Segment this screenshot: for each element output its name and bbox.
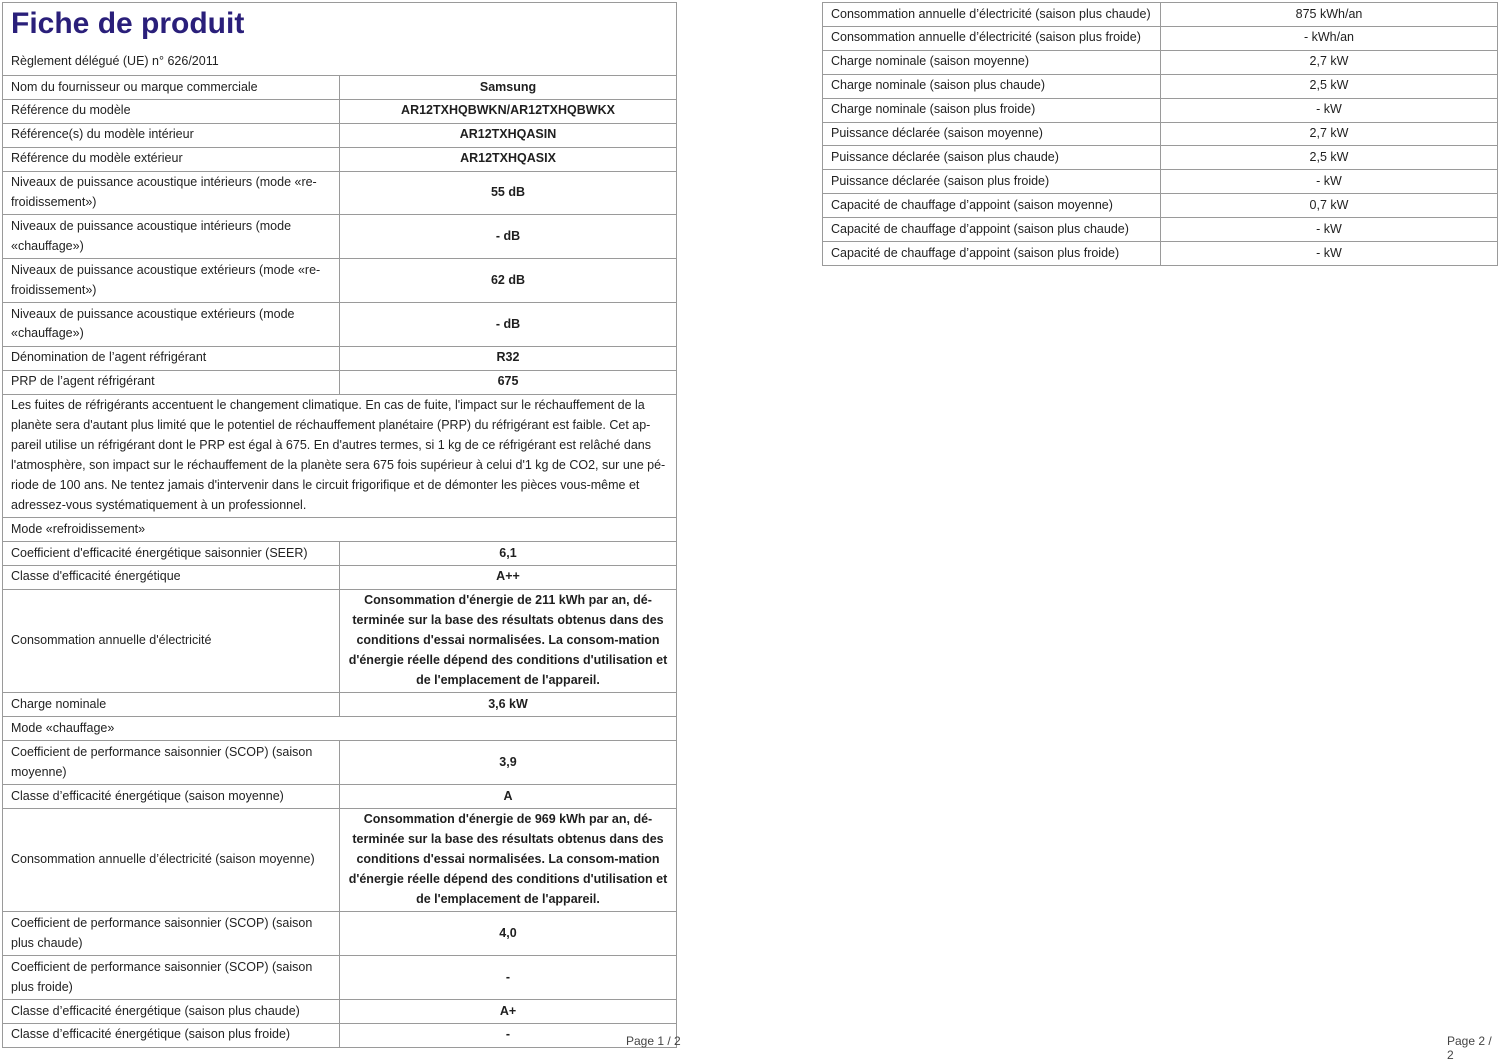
table-row (3, 589, 677, 693)
table-row (3, 565, 677, 589)
row-label: Coefficient de performance saisonnier (SCOP) (saison plus froide) (3, 956, 340, 1000)
row-value: A (340, 785, 677, 809)
row-value: AR12TXHQASIN (340, 123, 677, 147)
table-row (3, 303, 677, 347)
row-value: AR12TXHQASIX (340, 147, 677, 171)
table-row (3, 215, 677, 259)
page-number-1: Page 1 / 2 (626, 1034, 681, 1048)
table-row (3, 123, 677, 147)
row-label: Consommation annuelle d’électricité (saison plus froide) (823, 26, 1161, 50)
row-label: Niveaux de puissance acoustique intérieurs (mode «chauffage») (3, 215, 340, 259)
row-value: 55 dB (340, 171, 677, 215)
table-row (823, 242, 1498, 266)
row-label: Coefficient de performance saisonnier (SCOP) (saison plus chaude) (3, 912, 340, 956)
row-label: Nom du fournisseur ou marque commerciale (3, 76, 340, 100)
row-value: 2,7 kW (1161, 50, 1498, 74)
row-label: Charge nominale (saison plus froide) (823, 98, 1161, 122)
table-row (3, 99, 677, 123)
row-value: 2,5 kW (1161, 74, 1498, 98)
table-row (3, 76, 677, 100)
row-label: Charge nominale (saison moyenne) (823, 50, 1161, 74)
page-title: Fiche de produit (11, 7, 245, 40)
title-row (3, 3, 677, 76)
row-value: - kW (1161, 218, 1498, 242)
table-row (3, 542, 677, 566)
row-label: Charge nominale (3, 693, 340, 717)
table-row (823, 194, 1498, 218)
row-label: Charge nominale (saison plus chaude) (823, 74, 1161, 98)
table-row (823, 122, 1498, 146)
refrigerant-notice: Les fuites de réfrigérants accentuent le changement climatique. En cas de fuite, l'impact sur le réchauffement de la planète sera d'autant plus limité que le potentiel de réchauffement planétaire (PRP) du réfrigérant est faible. Cet ap-pareil utilise un réfrigérant dont le PRP est égal à 675. En d'autres termes, si 1 kg de ce réfrigérant est relâché dans l'atmosphère, son impact sur le réchauffement de la planète sera 675 fois supérieur à celui d'1 kg de CO2, sur une pé-riode de 100 ans. Ne tentez jamais d'intervenir dans le circuit frigorifique et de démonter les pièces vous-même et adressez-vous systématiquement à un professionnel. (3, 394, 677, 517)
row-label: Classe d'efficacité énergétique (3, 565, 340, 589)
row-label: Référence(s) du modèle intérieur (3, 123, 340, 147)
row-label: Consommation annuelle d’électricité (saison moyenne) (3, 808, 340, 912)
row-value: Samsung (340, 76, 677, 100)
row-value: 3,6 kW (340, 693, 677, 717)
table-row (3, 1023, 677, 1047)
table-row (3, 171, 677, 215)
row-label: Capacité de chauffage d’appoint (saison plus froide) (823, 242, 1161, 266)
page-number-2: Page 2 / 2 (1447, 1034, 1492, 1062)
row-value: 4,0 (340, 912, 677, 956)
row-value: Consommation d'énergie de 969 kWh par an, dé-terminée sur la base des résultats obtenus dans des conditions d'essai normalisées. La consom-mation d'énergie réelle dépend des conditions d'utilisation et de l'emplacement de l'appareil. (340, 808, 677, 912)
table-row (3, 912, 677, 956)
cooling-section-row (3, 518, 677, 542)
row-label: Niveaux de puissance acoustique extérieurs (mode «chauffage») (3, 303, 340, 347)
row-label: PRP de l’agent réfrigérant (3, 370, 340, 394)
table-row (823, 50, 1498, 74)
row-value: - kW (1161, 242, 1498, 266)
row-value: AR12TXHQBWKN/AR12TXHQBWKX (340, 99, 677, 123)
row-label: Puissance déclarée (saison plus chaude) (823, 146, 1161, 170)
row-label: Référence du modèle (3, 99, 340, 123)
row-value: - (340, 1023, 677, 1047)
table-row (3, 147, 677, 171)
row-label: Niveaux de puissance acoustique intérieurs (mode «re-froidissement») (3, 171, 340, 215)
row-label: Niveaux de puissance acoustique extérieurs (mode «re-froidissement») (3, 259, 340, 303)
row-value: 675 (340, 370, 677, 394)
heating-section-heading: Mode «chauffage» (3, 717, 677, 741)
table-row (823, 218, 1498, 242)
row-value: 0,7 kW (1161, 194, 1498, 218)
row-label: Capacité de chauffage d’appoint (saison moyenne) (823, 194, 1161, 218)
row-label: Consommation annuelle d'électricité (3, 589, 340, 693)
row-value: - kW (1161, 98, 1498, 122)
row-label: Classe d’efficacité énergétique (saison plus chaude) (3, 1000, 340, 1024)
row-value: Consommation d'énergie de 211 kWh par an, dé-terminée sur la base des résultats obtenus dans des conditions d'essai normalisées. La consom-mation d'énergie réelle dépend des conditions d'utilisation et de l'emplacement de l'appareil. (340, 589, 677, 693)
row-label: Classe d’efficacité énergétique (saison moyenne) (3, 785, 340, 809)
table-row (823, 146, 1498, 170)
table-row (3, 693, 677, 717)
product-sheet-table (2, 2, 677, 1048)
row-value: - kWh/an (1161, 26, 1498, 50)
product-sheet-table-continued (822, 2, 1498, 266)
product-sheet-page-2 (822, 2, 1497, 266)
row-value: 2,7 kW (1161, 122, 1498, 146)
table-row (3, 346, 677, 370)
row-value: 62 dB (340, 259, 677, 303)
row-value: 3,9 (340, 741, 677, 785)
table-row (3, 259, 677, 303)
row-value: 2,5 kW (1161, 146, 1498, 170)
table-row (3, 785, 677, 809)
row-label: Consommation annuelle d’électricité (saison plus chaude) (823, 3, 1161, 27)
table-row (823, 98, 1498, 122)
regulation-reference: Règlement délégué (UE) n° 626/2011 (11, 54, 219, 68)
row-label: Classe d’efficacité énergétique (saison plus froide) (3, 1023, 340, 1047)
row-value: A++ (340, 565, 677, 589)
row-value: - dB (340, 215, 677, 259)
row-label: Capacité de chauffage d’appoint (saison plus chaude) (823, 218, 1161, 242)
heating-section-row (3, 717, 677, 741)
row-label: Coefficient de performance saisonnier (SCOP) (saison moyenne) (3, 741, 340, 785)
table-row (823, 26, 1498, 50)
table-row (3, 808, 677, 912)
row-label: Référence du modèle extérieur (3, 147, 340, 171)
table-row (823, 170, 1498, 194)
row-value: A+ (340, 1000, 677, 1024)
table-row (3, 741, 677, 785)
row-value: R32 (340, 346, 677, 370)
product-sheet-page-1 (2, 2, 676, 1048)
row-value: - kW (1161, 170, 1498, 194)
row-label: Dénomination de l’agent réfrigérant (3, 346, 340, 370)
row-value: - dB (340, 303, 677, 347)
row-value: - (340, 956, 677, 1000)
row-label: Puissance déclarée (saison moyenne) (823, 122, 1161, 146)
row-label: Coefficient d'efficacité énergétique saisonnier (SEER) (3, 542, 340, 566)
row-value: 875 kWh/an (1161, 3, 1498, 27)
cooling-section-heading: Mode «refroidissement» (3, 518, 677, 542)
table-row (823, 3, 1498, 27)
refrigerant-notice-row (3, 394, 677, 517)
table-row (3, 956, 677, 1000)
row-value: 6,1 (340, 542, 677, 566)
row-label: Puissance déclarée (saison plus froide) (823, 170, 1161, 194)
table-row (3, 1000, 677, 1024)
table-row (823, 74, 1498, 98)
table-row (3, 370, 677, 394)
